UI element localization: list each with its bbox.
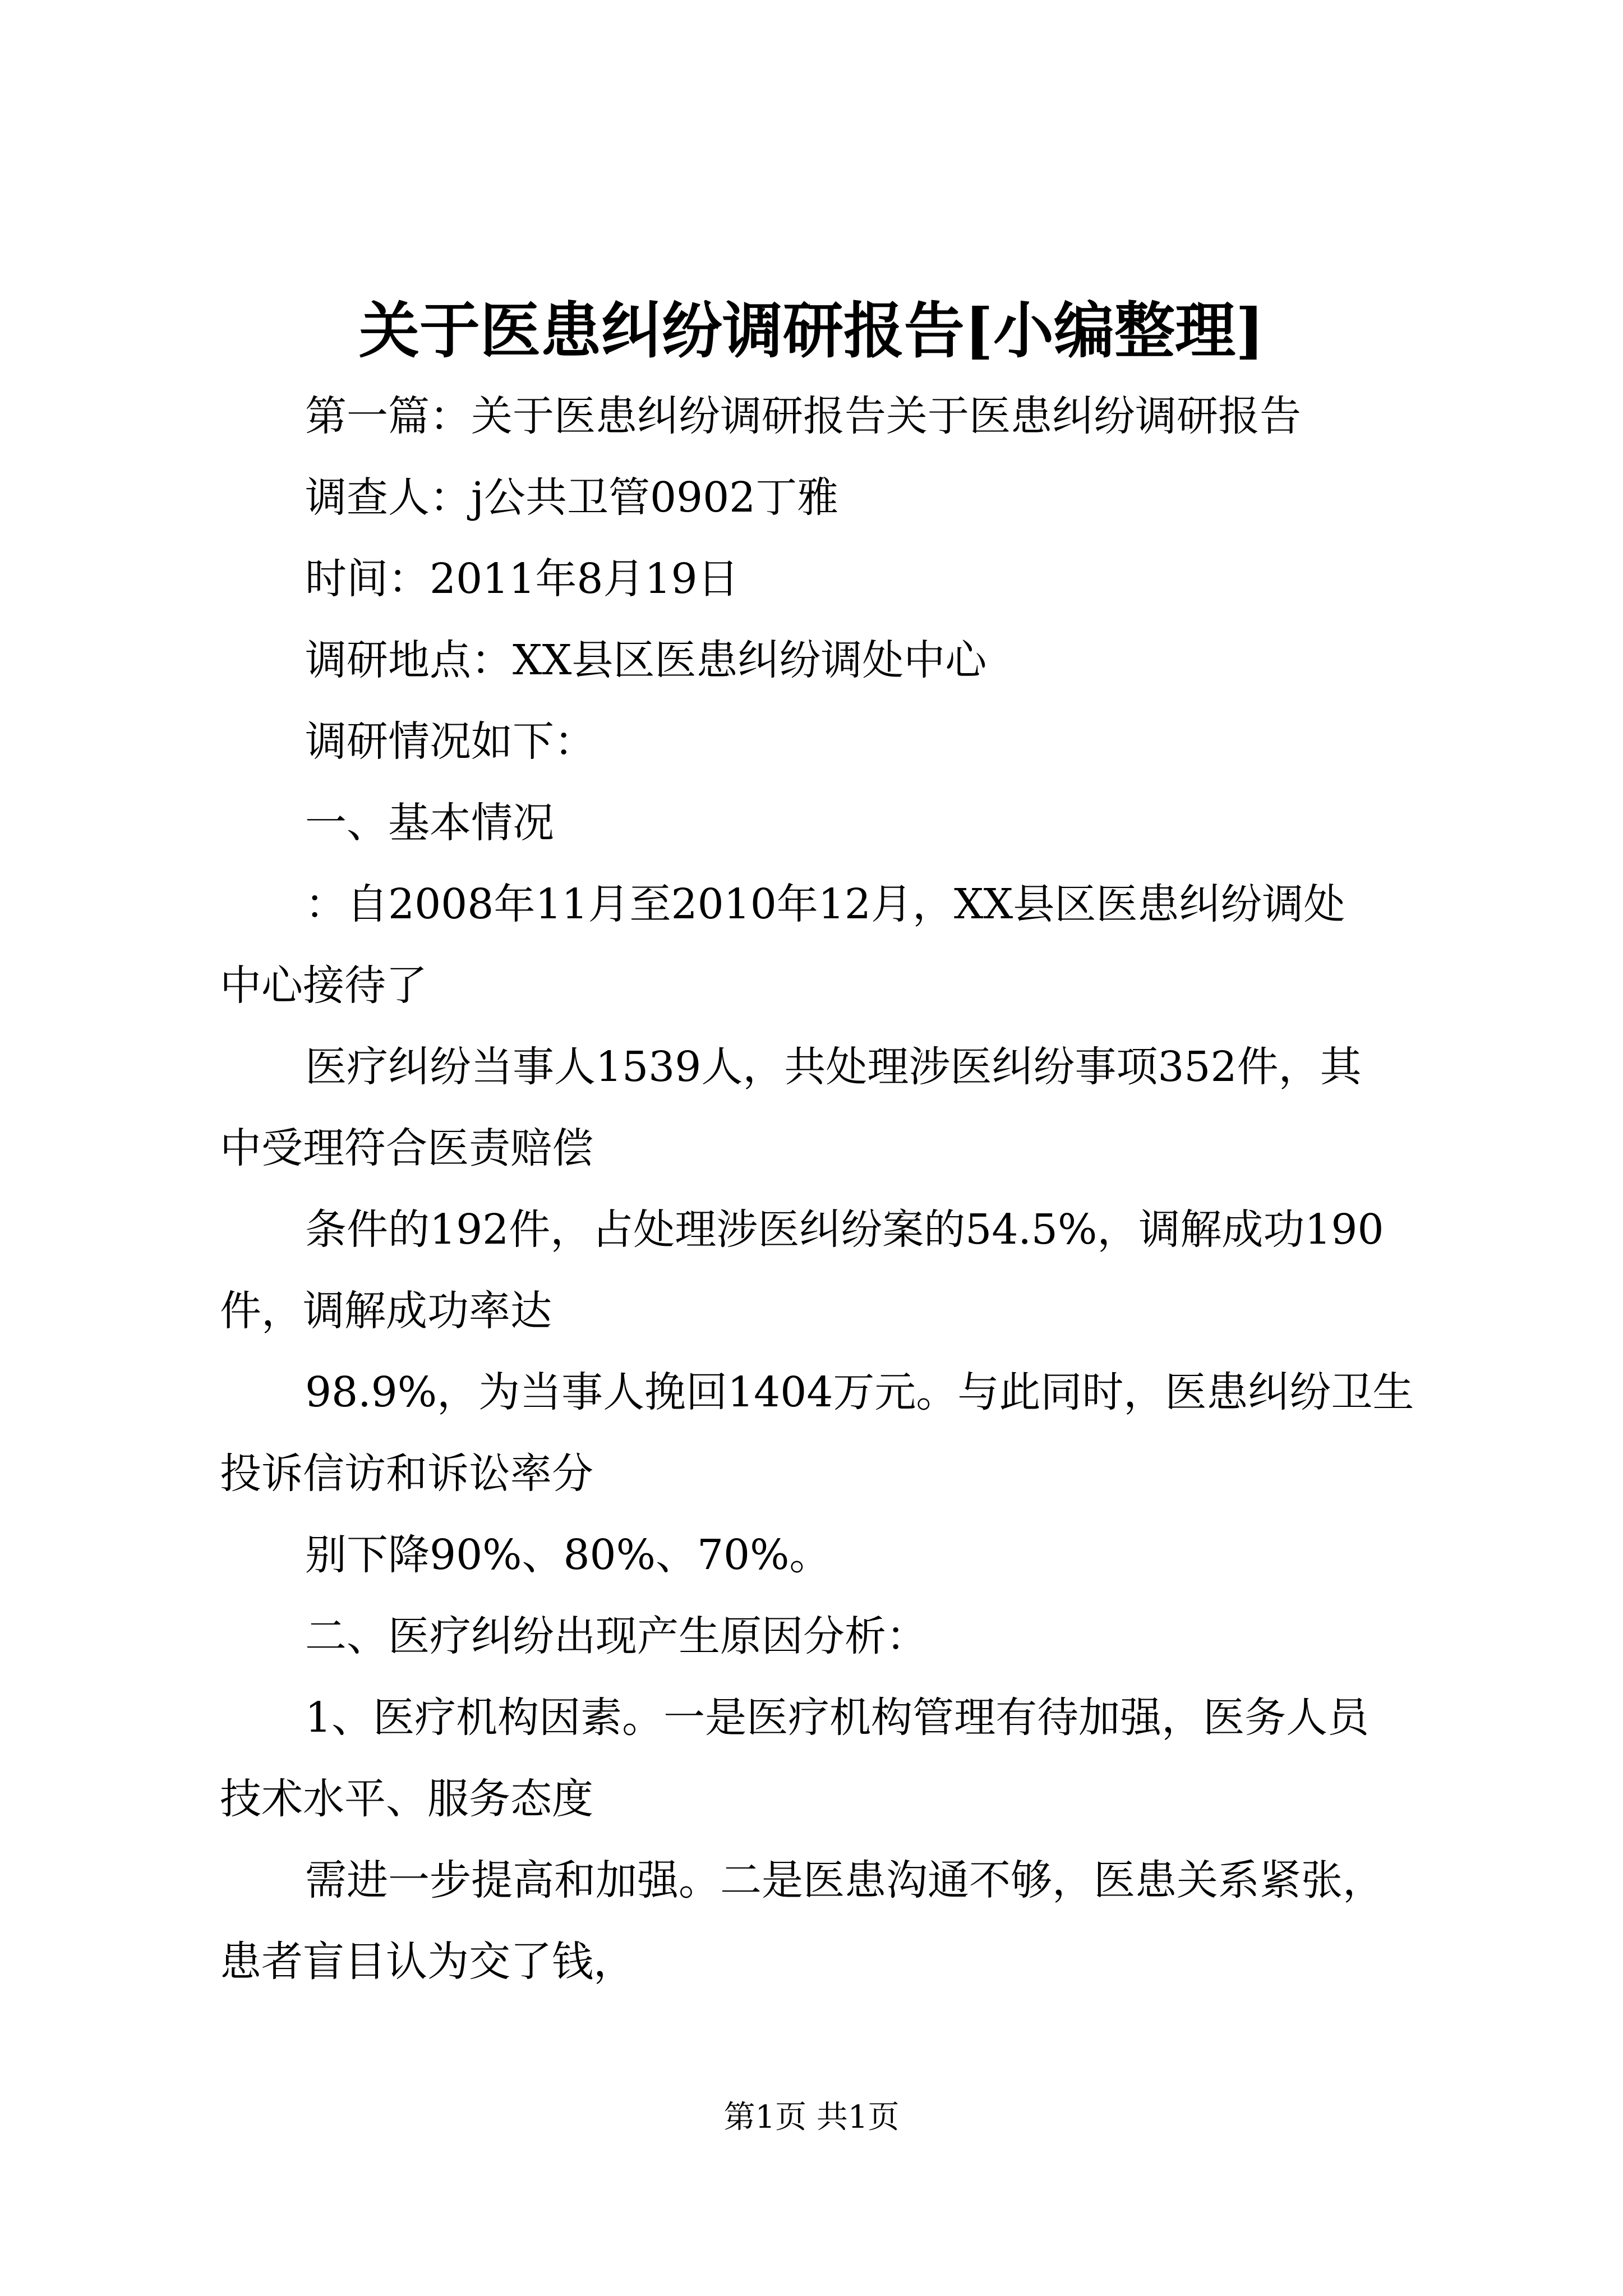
paragraph [220,1840,1431,2003]
section-heading [220,1596,1431,1677]
paragraph-line: ：自2008年11月至2010年12月，XX县区医患纠纷调处 [305,880,1345,928]
paragraph [220,539,1431,620]
paragraph [220,457,1431,539]
paragraph-line: 调研地点：XX县区医患纠纷调处中心 [305,636,987,684]
paragraph [220,376,1431,457]
paragraph [220,864,1431,1027]
paragraph-line: 一、基本情况 [305,799,554,847]
paragraph-line: 患者盲目认为交了钱， [220,1938,635,1986]
paragraph-line: 中受理符合医责赔偿 [220,1124,593,1172]
paragraph-line: 调研情况如下： [305,717,596,766]
paragraph [220,1352,1431,1515]
paragraph-line: 条件的192件，占处理涉医纠纷案的54.5%，调解成功190 [305,1205,1384,1254]
paragraph-line: 技术水平、服务态度 [220,1775,593,1823]
paragraph-line: 98.9%，为当事人挽回1404万元。与此同时，医患纠纷卫生 [305,1368,1414,1416]
paragraph-line: 医疗纠纷当事人1539人，共处理涉医纠纷事项352件，其 [305,1043,1362,1091]
paragraph [220,1027,1431,1189]
paragraph-line: 中心接待了 [220,961,427,1010]
paragraph [220,1189,1431,1352]
page-footer: 第1页 共1页 [723,2099,900,2136]
paragraph [220,701,1431,783]
paragraph [220,1515,1431,1596]
paragraph-line: 第一篇：关于医患纠纷调研报告关于医患纠纷调研报告 [305,392,1301,440]
document-title: 关于医患纠纷调研报告[小编整理] [358,296,1265,366]
paragraph-line: 1、医疗机构因素。一是医疗机构管理有待加强，医务人员 [305,1694,1370,1742]
paragraph [220,1677,1431,1840]
paragraph [220,620,1431,701]
paragraph-line: 别下降90%、80%、70%。 [305,1531,831,1579]
paragraph-line: 投诉信访和诉讼率分 [220,1450,593,1498]
paragraph-line: 件，调解成功率达 [220,1287,552,1335]
paragraph-line: 二、医疗纠纷出现产生原因分析： [305,1612,928,1660]
section-heading [220,783,1431,864]
paragraph-line: 时间：2011年8月19日 [305,555,739,603]
paragraph-line: 需进一步提高和加强。二是医患沟通不够，医患关系紧张， [305,1856,1384,1904]
paragraph-line: 调查人：j公共卫管0902丁雅 [305,473,839,522]
document-body [220,376,1431,2003]
